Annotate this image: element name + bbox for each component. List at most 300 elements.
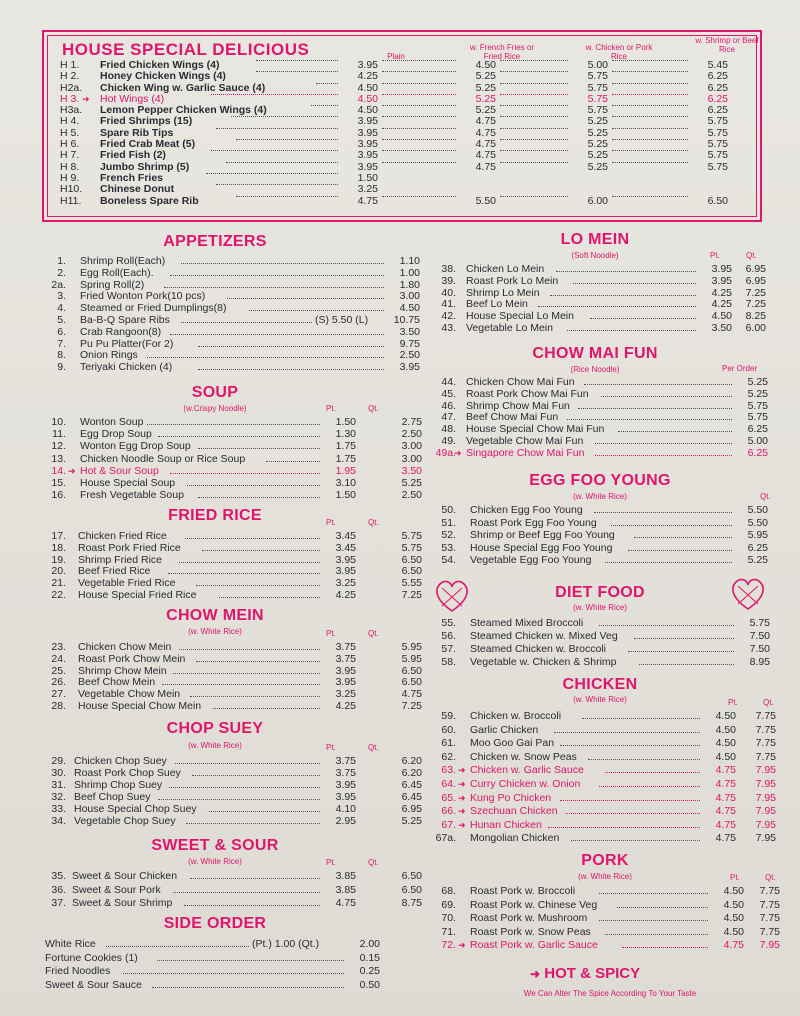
leader-dots [556, 271, 696, 272]
item-number: 65. [441, 791, 456, 804]
house-special-row [60, 83, 760, 94]
item-price-2: 7.75 [759, 885, 780, 897]
menu-item-row [40, 314, 420, 326]
leader-dots [612, 71, 688, 72]
leader-dots [198, 369, 384, 370]
item-number: 23. [51, 641, 66, 653]
item-number: 31. [51, 779, 66, 791]
item-price-1: 4.50 [723, 925, 744, 938]
item-number: 32. [51, 791, 66, 803]
menu-item-row [40, 428, 422, 441]
leader-dots [236, 196, 338, 197]
item-name: Chicken Chop Suey [74, 755, 167, 767]
leader-dots [152, 987, 344, 988]
col-header-2: Qt. [368, 404, 379, 413]
menu-item-row [40, 290, 420, 303]
item-name: Fried Wonton Pork(10 pcs) [80, 290, 206, 303]
leader-dots [213, 708, 320, 709]
item-name: Vegetable Chow Mai Fun [466, 435, 584, 447]
item-price-1: 3.95 [335, 553, 356, 566]
menu-item-row [40, 779, 422, 791]
item-price-2: 8.25 [745, 310, 766, 323]
soup-subtitle: (w.Crispy Noodle) [183, 404, 247, 413]
leader-dots [169, 787, 320, 788]
item-number: 42. [441, 310, 456, 323]
item-price-1: 3.75 [335, 755, 356, 767]
item-number: 4. [57, 302, 66, 315]
item-price-1: 1.75 [335, 440, 356, 453]
item-price-1: 3.25 [335, 577, 356, 590]
chow-mai-fun-subtitle: (Rice Noodle) [570, 365, 620, 374]
item-name: Roast Pork w. Garlic Sauce [470, 939, 598, 952]
item-price: 5.25 [475, 81, 496, 94]
leader-dots [190, 696, 320, 697]
menu-item-row [40, 489, 422, 502]
item-code: H2a. [60, 81, 83, 94]
item-number: 5. [57, 314, 66, 326]
leader-dots [639, 664, 734, 665]
item-price-1: 1.10 [399, 255, 420, 267]
diet-food-title: DIET FOOD [555, 584, 645, 601]
item-price-1: 4.50 [711, 310, 732, 323]
item-name: Egg Roll(Each). [80, 266, 154, 279]
pork-subtitle: (w. White Rice) [578, 872, 632, 881]
leader-dots [382, 196, 456, 197]
leader-dots [550, 295, 696, 296]
item-price: 5.00 [587, 59, 608, 71]
leader-dots [599, 786, 700, 787]
item-name: Vegetable Fried Rice [78, 577, 176, 590]
item-price: 3.95 [357, 160, 378, 173]
menu-item-row [430, 275, 770, 287]
leader-dots [595, 455, 732, 456]
item-name: Steamed or Fried Dumplings(8) [80, 302, 227, 315]
menu-item-row [430, 287, 770, 299]
house-special-row [60, 150, 760, 161]
item-price: 5.75 [707, 160, 728, 173]
item-price-1: 3.95 [335, 791, 356, 803]
menu-item-row [40, 541, 422, 554]
lo-mein-title: LO MEIN [560, 231, 630, 248]
leader-dots [216, 128, 338, 129]
col-header-1: Pt. [326, 629, 336, 638]
item-price-2: 7.95 [755, 805, 776, 818]
leader-dots [500, 196, 568, 197]
item-price-1: 3.75 [335, 641, 356, 653]
item-name: Chicken Egg Foo Young [470, 504, 583, 516]
menu-item-row [40, 883, 422, 896]
col-header-2: Qt. [368, 518, 379, 527]
item-price-2: 6.50 [401, 676, 422, 689]
item-price-1: 5.25 [747, 554, 768, 566]
item-number: 72. [441, 939, 456, 952]
item-name: Garlic Chicken [470, 723, 539, 736]
item-price-2: 6.95 [401, 803, 422, 815]
menu-item-row [40, 452, 422, 465]
menu-item-row [40, 337, 420, 350]
item-name: Fried Noodles [45, 965, 111, 977]
menu-item-row [430, 310, 770, 322]
item-price-1: 4.75 [723, 939, 744, 952]
menu-item-row [430, 411, 770, 423]
menu-item-row [40, 255, 420, 267]
leader-dots [311, 105, 338, 106]
item-code: H 1. [60, 59, 80, 71]
item-price-2: 7.25 [745, 298, 766, 311]
pepper-icon: ➜ [458, 779, 466, 789]
item-price-1: 4.75 [335, 897, 356, 909]
item-name: Roast Pork Egg Foo Young [470, 516, 597, 529]
item-name: Sweet & Sour Sauce [45, 978, 142, 991]
leader-dots [567, 419, 732, 420]
leader-dots [612, 128, 688, 129]
menu-item-row [40, 416, 422, 428]
item-name: Sweet & Sour Shrimp [72, 897, 173, 909]
item-name: Beef Chow Mai Fun [466, 411, 559, 424]
leader-dots [382, 162, 456, 163]
pepper-icon: ➜ [458, 819, 466, 830]
col-header-1: Pt. [326, 858, 336, 867]
menu-item-row [430, 388, 770, 400]
item-name: Beef Lo Mein [466, 298, 528, 311]
chop-suey-subtitle: (w. White Rice) [188, 741, 242, 750]
leader-dots [601, 396, 732, 397]
col-header-2: Qt. [765, 873, 776, 882]
leader-dots [612, 162, 688, 163]
heart-ribbon-icon [432, 578, 472, 614]
item-name: French Fries [100, 171, 164, 184]
item-price-1: 3.95 [399, 361, 420, 374]
leader-dots [170, 334, 384, 335]
leader-dots [567, 330, 696, 331]
item-price: 5.25 [475, 70, 496, 83]
item-price-2: 7.75 [759, 925, 780, 938]
menu-item-row [430, 617, 770, 629]
item-price: 5.25 [587, 149, 608, 162]
item-name: Fried Fish (2) [100, 149, 166, 162]
item-number: 6. [57, 325, 66, 338]
item-price-2: 6.45 [401, 779, 422, 791]
item-price-1: 0.50 [359, 978, 380, 991]
leader-dots [382, 139, 456, 140]
leader-dots [578, 408, 732, 409]
item-number: 3. [57, 290, 66, 303]
leader-dots [192, 775, 320, 776]
item-price: 4.50 [357, 92, 378, 105]
item-price-2: 6.95 [745, 263, 766, 275]
leader-dots [175, 763, 320, 764]
menu-item-row [40, 870, 422, 882]
item-price-2: 5.75 [401, 530, 422, 542]
menu-item-row [430, 710, 776, 722]
item-name: Pu Pu Platter(For 2) [80, 337, 174, 350]
menu-item-row [430, 376, 770, 388]
leader-dots [206, 173, 338, 174]
item-name: Honey Chicken Wings (4) [100, 70, 226, 83]
item-price: 5.25 [475, 104, 496, 117]
item-name: Chicken w. Snow Peas [470, 750, 577, 763]
item-price-1: 3.45 [335, 530, 356, 542]
leader-dots [622, 947, 708, 948]
item-number: 47. [441, 411, 456, 424]
menu-item-row [40, 577, 422, 590]
leader-dots [382, 83, 456, 84]
item-price-1: 4.25 [335, 589, 356, 601]
item-price: 5.75 [707, 149, 728, 162]
pepper-icon: ➜ [68, 465, 76, 476]
leader-dots [612, 60, 688, 61]
item-name: Roast Pork Chop Suey [74, 767, 181, 779]
item-name: Lemon Pepper Chicken Wings (4) [100, 104, 267, 117]
item-name: Beef Chop Suey [74, 791, 151, 803]
menu-item-row [430, 643, 770, 655]
menu-item-row [40, 302, 420, 315]
diet-food-subtitle: (w. White Rice) [573, 603, 627, 612]
item-price-1: 4.75 [715, 778, 736, 790]
soup-title: SOUP [191, 384, 239, 401]
item-price: 3.95 [357, 126, 378, 139]
item-number: 33. [51, 803, 66, 815]
leader-dots [382, 60, 456, 61]
chow-mai-fun-title: CHOW MAI FUN [532, 345, 658, 362]
item-name: Teriyaki Chicken (4) [80, 361, 173, 374]
col-header-1: Pt. [728, 698, 738, 707]
item-price-1: 1.80 [399, 278, 420, 291]
item-name: Fried Shrimps (15) [100, 115, 193, 128]
col-header-1: Pt. [326, 743, 336, 752]
item-code: H11. [60, 194, 82, 207]
item-code: H 2. [60, 70, 80, 83]
item-number: 60. [441, 723, 456, 736]
item-price-1: 1.95 [335, 464, 356, 477]
menu-item-row [40, 464, 422, 477]
leader-dots [605, 562, 732, 563]
item-name: House Special Lo Mein [466, 310, 574, 323]
leader-dots [173, 892, 320, 893]
item-price-1: 1.50 [335, 416, 356, 428]
item-price-1: 4.25 [711, 286, 732, 299]
item-price-2: 2.50 [401, 489, 422, 502]
item-name: Roast Pork Chow Mein [78, 652, 186, 665]
leader-dots [634, 638, 734, 639]
item-price: 4.25 [357, 70, 378, 83]
house-special-title: HOUSE SPECIAL DELICIOUS [62, 40, 310, 59]
item-price-1: 3.00 [399, 290, 420, 303]
item-price-1: 4.50 [715, 737, 736, 750]
item-price-2: 7.75 [755, 710, 776, 722]
leader-dots [612, 116, 688, 117]
leader-dots [612, 196, 688, 197]
leader-dots [590, 318, 696, 319]
leader-dots [185, 538, 320, 539]
menu-item-row [430, 750, 776, 763]
item-number: 35. [51, 870, 66, 882]
item-price-1: 6.25 [747, 446, 768, 459]
menu-item-row [40, 530, 422, 542]
item-price-1: 3.95 [335, 676, 356, 689]
leader-dots [500, 94, 568, 95]
item-number: 12. [51, 440, 66, 453]
item-name: Chinese Donut [100, 183, 175, 196]
item-price-2: 7.95 [759, 939, 780, 952]
egg-foo-young-title: EGG FOO YOUNG [529, 472, 671, 489]
leader-dots [382, 150, 456, 151]
house-special-row [60, 184, 760, 195]
item-name: Shrimp Chop Suey [74, 779, 163, 791]
menu-item-row [40, 641, 422, 653]
leader-dots [500, 116, 568, 117]
fried-rice-title: FRIED RICE [168, 507, 262, 524]
item-number: 53. [441, 541, 456, 554]
item-number: 46. [441, 399, 456, 412]
item-name: Shrimp or Beef Egg Foo Young [470, 529, 615, 541]
house-special-list [60, 60, 760, 207]
menu-item-row [45, 965, 385, 977]
item-number: 28. [51, 700, 66, 712]
leader-dots [560, 800, 700, 801]
menu-item-row [430, 322, 770, 334]
item-number: 61. [441, 737, 456, 750]
item-number: 2. [57, 266, 66, 279]
item-code: H 8. [60, 160, 80, 173]
sweet-sour-subtitle: (w. White Rice) [188, 857, 242, 866]
leader-dots [599, 920, 708, 921]
leader-dots [565, 813, 700, 814]
item-number: 36. [51, 883, 66, 896]
leader-dots [500, 71, 568, 72]
leader-dots [382, 105, 456, 106]
item-number: 69. [441, 898, 456, 911]
leader-dots [316, 83, 338, 84]
item-number: 50. [441, 504, 456, 516]
item-number: 66. [441, 805, 456, 818]
leader-dots [157, 960, 344, 961]
item-price-2: 6.00 [745, 322, 766, 334]
item-price-1: 10.75 [393, 314, 420, 326]
item-size-prices: (S) 5.50 (L) [315, 314, 369, 326]
item-price: 5.25 [587, 115, 608, 128]
item-name: Curry Chicken w. Onion [470, 778, 581, 790]
item-number: 26. [51, 676, 66, 689]
leader-dots [628, 651, 734, 652]
item-number: 56. [441, 630, 456, 642]
item-price-2: 7.95 [755, 764, 776, 777]
item-number: 41. [441, 298, 456, 311]
item-number: 20. [51, 565, 66, 578]
menu-item-row [430, 832, 776, 845]
item-name: Egg Drop Soup [80, 428, 152, 441]
item-price-2: 6.50 [401, 883, 422, 896]
chow-mein-subtitle: (w. White Rice) [188, 627, 242, 636]
item-price-1: 5.75 [747, 399, 768, 412]
hot-spicy-legend [530, 965, 680, 982]
menu-item-row [430, 298, 770, 310]
menu-item-row [430, 791, 776, 804]
leader-dots [584, 384, 732, 385]
item-number: 2a. [51, 278, 66, 291]
item-price-2: 7.25 [745, 286, 766, 299]
item-price: 5.75 [587, 81, 608, 94]
leader-dots [612, 105, 688, 106]
item-price: 6.00 [587, 194, 608, 207]
col-header-1: Qt. [760, 492, 771, 501]
item-price-1: 1.50 [335, 489, 356, 502]
leader-dots [554, 732, 700, 733]
item-price-2: 7.95 [755, 778, 776, 790]
item-name: Fortune Cookies (1) [45, 951, 138, 964]
item-price-1: 4.50 [399, 302, 420, 315]
item-name: Steamed Mixed Broccoli [470, 617, 584, 629]
leader-dots [186, 823, 320, 824]
item-number: 67a. [435, 832, 456, 845]
item-name: Chicken Chow Mai Fun [466, 376, 575, 388]
item-price-1: 5.75 [749, 617, 770, 629]
pepper-icon: ➜ [458, 765, 466, 776]
item-name: Onion Rings [80, 349, 138, 362]
item-price-1: 2.00 [359, 938, 380, 950]
item-price: 3.25 [357, 183, 378, 196]
item-price-1: 5.75 [747, 411, 768, 424]
item-price-1: 3.95 [335, 565, 356, 578]
leader-dots [179, 562, 320, 563]
leader-dots [500, 162, 568, 163]
item-number: 25. [51, 664, 66, 677]
house-special-row [60, 71, 760, 82]
item-number: 15. [51, 477, 66, 489]
item-number: 1. [57, 255, 66, 267]
item-number: 44. [441, 376, 456, 388]
item-price: 4.75 [475, 160, 496, 173]
leader-dots [181, 263, 384, 264]
menu-item-row [430, 529, 770, 541]
item-price: 5.25 [587, 126, 608, 139]
item-name: Shrimp Lo Mein [466, 286, 540, 299]
item-price-1: 2.50 [399, 349, 420, 362]
item-price-1: 4.75 [715, 805, 736, 818]
menu-item-row [430, 737, 776, 750]
menu-item-row [430, 723, 776, 736]
leader-dots [612, 83, 688, 84]
item-name: Chicken w. Garlic Sauce [470, 764, 584, 777]
item-number: 40. [441, 286, 456, 299]
menu-item-row [40, 553, 422, 566]
item-code: H 9. [60, 171, 80, 184]
item-number: 67. [441, 818, 456, 831]
item-price: 5.75 [707, 115, 728, 128]
item-price: 4.75 [475, 126, 496, 139]
item-number: 54. [441, 554, 456, 566]
leader-dots [628, 550, 732, 551]
menu-item-row [40, 791, 422, 803]
item-price-1: 4.50 [715, 723, 736, 736]
leader-dots [202, 550, 320, 551]
leader-dots [158, 799, 320, 800]
item-name: Shrimp Chow Mein [78, 664, 167, 677]
item-price-1: 3.45 [335, 541, 356, 554]
item-number: 9. [57, 361, 66, 374]
item-price-2: 7.75 [759, 912, 780, 925]
item-price: 4.50 [475, 59, 496, 71]
item-name: Shrimp Fried Rice [78, 553, 163, 566]
item-price-2: 2.75 [401, 416, 422, 428]
item-price-2: 7.75 [759, 898, 780, 911]
menu-item-row [40, 803, 422, 815]
chicken-subtitle: (w. White Rice) [573, 695, 627, 704]
leader-dots [211, 150, 338, 151]
item-name: Roast Pork w. Snow Peas [470, 925, 591, 938]
lo-mein-subtitle: (Soft Noodle) [571, 251, 619, 260]
leader-dots [227, 298, 384, 299]
